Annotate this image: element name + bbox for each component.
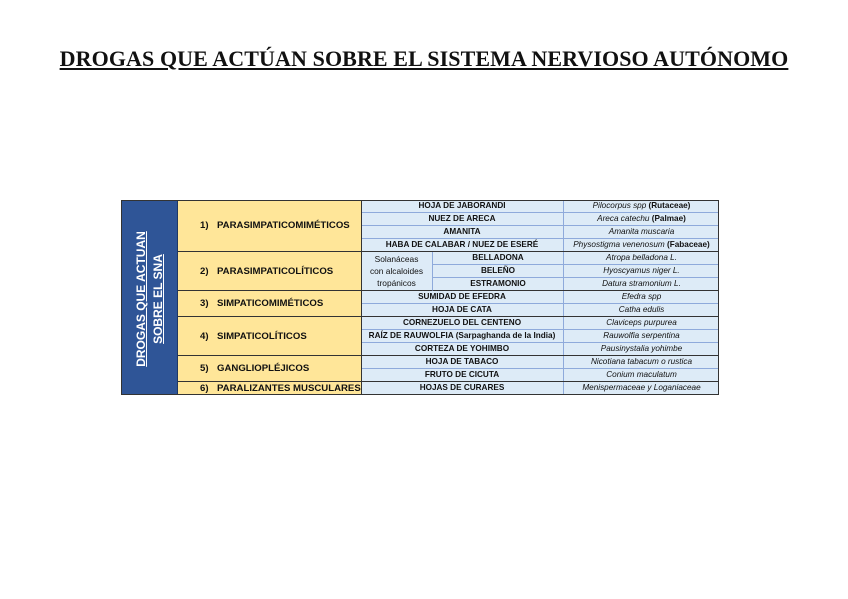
scientific-name (564, 291, 719, 303)
category-label: PARASIMPATICOMIMÉTICOS (217, 220, 350, 231)
scientific-name (564, 317, 719, 329)
species: Datura stramonium L. (602, 279, 681, 288)
category-5 (178, 356, 361, 382)
species: Claviceps purpurea (606, 318, 677, 327)
solanaceas-line3: tropánicos (377, 278, 416, 288)
drug-name: ESTRAMONIO (433, 278, 564, 290)
category-number: 4) (200, 330, 209, 342)
category-number: 1) (200, 220, 209, 231)
family: (Fabaceae) (666, 240, 710, 249)
species: Amanita muscaria (608, 227, 675, 236)
drug-name: HABA DE CALABAR / NUEZ DE ESERÉ (361, 239, 564, 251)
category-label: PARALIZANTES MUSCULARES (217, 383, 361, 394)
scientific-name (564, 356, 719, 368)
species: Areca catechu (597, 214, 650, 223)
species: Hyoscyamus niger L. (603, 266, 680, 275)
drug-name: BELEÑO (433, 265, 564, 277)
drug-name: BELLADONA (433, 252, 564, 264)
scientific-name (564, 252, 719, 264)
table-row (361, 239, 719, 252)
category-number: 3) (200, 298, 209, 309)
scientific-name (564, 382, 719, 394)
category-label: SIMPATICOMIMÉTICOS (217, 298, 324, 309)
category-label: PARASIMPATICOLÍTICOS (217, 265, 334, 277)
category-label: SIMPATICOLÍTICOS (217, 330, 307, 342)
scientific-name (564, 304, 719, 316)
species: Efedra spp (621, 292, 662, 301)
solanaceas-subgroup (361, 252, 433, 291)
species: Pausinystalia yohimbe (600, 344, 683, 353)
side-header (121, 200, 178, 395)
scientific-name (564, 278, 719, 290)
category-3 (178, 291, 361, 317)
category-4 (178, 317, 361, 356)
family: (Rutaceae) (648, 201, 691, 210)
scientific-name (564, 369, 719, 381)
table-row (361, 226, 719, 239)
drug-name: HOJA DE TABACO (361, 356, 564, 368)
table-row (361, 330, 719, 343)
family: (Palmae) (651, 214, 686, 223)
table-row (361, 213, 719, 226)
table-row (361, 291, 719, 304)
table-row (361, 382, 719, 395)
drug-name: NUEZ DE ARECA (361, 213, 564, 225)
table-row (361, 356, 719, 369)
drug-name: SUMIDAD DE EFEDRA (361, 291, 564, 303)
solanaceas-line1: Solanáceas (374, 254, 419, 264)
species: Nicotiana tabacum o rustica (590, 357, 693, 366)
drug-name: HOJA DE CATA (361, 304, 564, 316)
table-row (361, 304, 719, 317)
page-title: DROGAS QUE ACTÚAN SOBRE EL SISTEMA NERVIOSO AUTÓNOMO (59, 46, 789, 71)
species: Catha edulis (618, 305, 665, 314)
species: Menispermaceae y Loganiaceae (582, 383, 701, 392)
drug-name: AMANITA (361, 226, 564, 238)
drugs-table (121, 200, 719, 395)
species: Rauwolfia serpentina (603, 331, 680, 340)
category-1 (178, 200, 361, 252)
scientific-name (564, 213, 719, 225)
scientific-name (564, 200, 719, 212)
drug-name: RAÍZ DE RAUWOLFIA (Sarpaghanda de la India) (361, 330, 564, 342)
species: Atropa belladona L. (605, 253, 677, 262)
drug-name: HOJA DE JABORANDI (361, 200, 564, 212)
scientific-name (564, 226, 719, 238)
side-header-text (133, 231, 167, 367)
side-header-line2: SOBRE EL SNA (151, 254, 165, 344)
solanaceas-line2: con alcaloides (369, 266, 424, 276)
species: Pilocorpus spp (592, 201, 647, 210)
scientific-name (564, 239, 719, 251)
category-2 (178, 252, 361, 291)
table-row (361, 200, 719, 213)
table-row (361, 369, 719, 382)
category-label: GANGLIOPLÉJICOS (217, 363, 310, 374)
column-divider (361, 200, 362, 395)
species: Physostigma venenosum (573, 240, 665, 249)
category-6 (178, 382, 361, 395)
category-number: 2) (200, 265, 209, 277)
scientific-name (564, 265, 719, 277)
drug-name: CORNEZUELO DEL CENTENO (361, 317, 564, 329)
scientific-name (564, 343, 719, 355)
species: Conium maculatum (606, 370, 677, 379)
table-row (361, 317, 719, 330)
drug-name: CORTEZA DE YOHIMBO (361, 343, 564, 355)
side-header-line1: DROGAS QUE ACTUAN (134, 231, 148, 367)
table-row (361, 343, 719, 356)
drug-name: HOJAS DE CURARES (361, 382, 564, 394)
category-number: 5) (200, 363, 209, 374)
scientific-name (564, 330, 719, 342)
category-number: 6) (200, 383, 209, 394)
drug-name: FRUTO DE CICUTA (361, 369, 564, 381)
